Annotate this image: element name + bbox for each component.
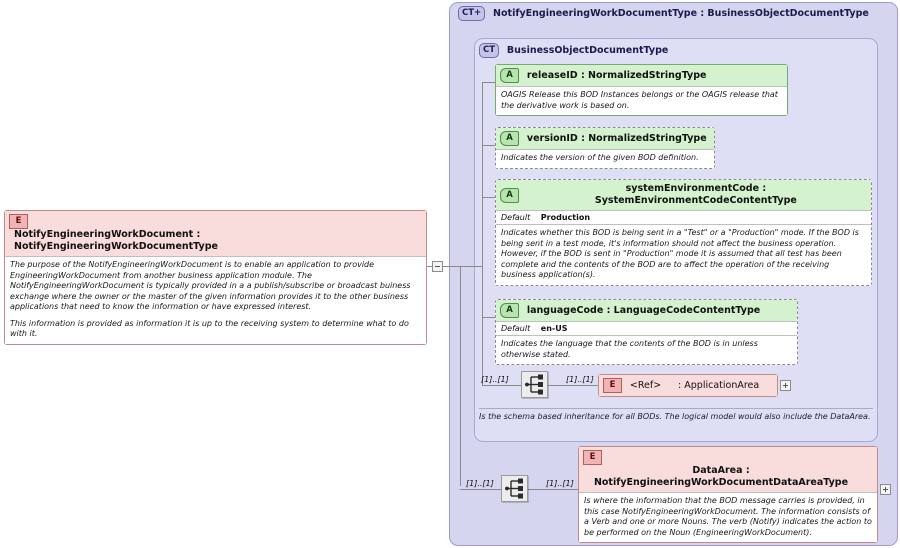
cardinality-label-right: [1]..[1] [566, 375, 594, 384]
connector-line [482, 197, 495, 198]
collapse-box-root-element[interactable] [432, 261, 443, 272]
attribute-default-row [496, 321, 797, 335]
attribute-documentation: Indicates the version of the given BOD definition. [496, 149, 714, 168]
connector-line [528, 489, 578, 490]
connector-line [460, 266, 461, 486]
cardinality-label-left: [1]..[1] [466, 479, 494, 488]
attribute-documentation: OAGIS Release this BOD Instances belongs or the OAGIS release that the derivative work is based on. [496, 86, 787, 115]
attribute-documentation: Indicates the language that the contents of the BOD is in unless otherwise stated. [496, 335, 797, 364]
cardinality-label-left: [1]..[1] [481, 375, 509, 384]
element-title: DataArea : NotifyEngineeringWorkDocumentDataAreaType [593, 465, 849, 488]
attribute-title: systemEnvironmentCode : SystemEnvironmentCodeContentType [594, 183, 797, 206]
complex-type-title: NotifyEngineeringWorkDocumentType : BusinessObjectDocumentType [493, 7, 869, 19]
attribute-header [496, 128, 714, 149]
connector-line [482, 82, 483, 266]
root-element-documentation [5, 256, 426, 344]
element-badge-icon: E [9, 214, 28, 229]
element-badge-icon: E [603, 378, 622, 393]
element-badge-icon: E [583, 450, 602, 465]
connector-line [482, 266, 483, 385]
base-type-title-row [479, 43, 668, 58]
expand-box-applicationarea[interactable] [780, 380, 791, 391]
attribute-box-releaseid[interactable] [495, 64, 788, 116]
attribute-badge-icon: A [500, 188, 519, 203]
connector-line [460, 266, 482, 267]
root-element-doc-paragraph-1: The purpose of the NotifyEngineeringWorkDocument is to enable an application to provide EngineeringWorkDocument from another business application module. The NotifyEngineeringWorkDocument is typically provided in a a publish/subscribe or broadcast buiness exchange where the owner or the master of the given information provides it to the other business applications that need to know the information or have expressed interest. [10, 260, 411, 311]
expand-box-dataarea[interactable] [880, 484, 891, 495]
attribute-default-row [496, 210, 871, 224]
connector-line [548, 385, 598, 386]
sequence-compositor-icon[interactable] [521, 371, 548, 398]
connector-line [460, 489, 501, 490]
base-type-badge-icon[interactable]: CT [479, 43, 499, 58]
attribute-title: languageCode : LanguageCodeContentType [526, 304, 761, 316]
element-type-label: : ApplicationArea [678, 379, 760, 391]
element-box-applicationarea-ref[interactable] [598, 374, 778, 397]
attribute-box-systemenvironmentcode[interactable] [495, 179, 872, 286]
default-label: Default [501, 213, 531, 222]
connector-line [482, 385, 521, 386]
root-element-header [5, 211, 426, 256]
attribute-title: versionID : NormalizedStringType [526, 132, 707, 144]
attribute-badge-icon: A [500, 68, 519, 83]
attribute-header [496, 300, 797, 321]
connector-line [482, 317, 495, 318]
default-value: Production [540, 213, 591, 222]
attribute-box-languagecode[interactable] [495, 299, 798, 365]
sequence-compositor-icon[interactable] [501, 475, 528, 502]
root-element-title: NotifyEngineeringWorkDocument : NotifyEngineeringWorkDocumentType [14, 229, 218, 252]
attribute-title: releaseID : NormalizedStringType [526, 69, 707, 81]
attribute-badge-icon: A [500, 131, 519, 146]
default-value: en-US [540, 324, 568, 333]
inheritance-note: Is the schema based inheritance for all BODs. The logical model would also include the DataArea. [479, 408, 873, 423]
attribute-header [496, 180, 871, 210]
element-documentation: Is where the information that the BOD message carries is provided, in this case NotifyEngineeringWorkDocument. The information consists of a Verb and one or more Nouns. The verb (Notify) indicates the action to be performed on the Noun (EngineeringWorkDocument). [579, 492, 877, 542]
connector-line [443, 266, 460, 267]
element-ref-label: <Ref> [629, 379, 662, 391]
default-label: Default [501, 324, 531, 333]
complex-type-badge-icon[interactable]: CT+ [458, 6, 485, 21]
base-type-title: BusinessObjectDocumentType [506, 45, 669, 56]
connector-line [482, 82, 495, 83]
sequence-icon [502, 476, 527, 501]
element-header [599, 375, 777, 396]
attribute-header [496, 65, 787, 86]
cardinality-label-right: [1]..[1] [546, 479, 574, 488]
root-element-box[interactable] [4, 210, 427, 345]
attribute-documentation: Indicates whether this BOD is being sent in a "Test" or a "Production" mode. If the BOD is being sent in a test mode, it's information should not affect the business operation. However, if the BOD is sent in "Production" mode it is assumed that all test has been complete and the contents of the BOD are to affect the operation of the receiving business application(s). [496, 224, 871, 285]
element-box-dataarea[interactable] [578, 446, 878, 543]
attribute-box-versionid[interactable] [495, 127, 715, 169]
complex-type-title-row [458, 6, 894, 21]
root-element-doc-paragraph-2: This information is provided as information it is up to the receiving system to determine what to do with it. [10, 318, 409, 338]
connector-line [482, 145, 495, 146]
sequence-icon [522, 372, 547, 397]
element-header [579, 447, 877, 492]
attribute-badge-icon: A [500, 303, 519, 318]
